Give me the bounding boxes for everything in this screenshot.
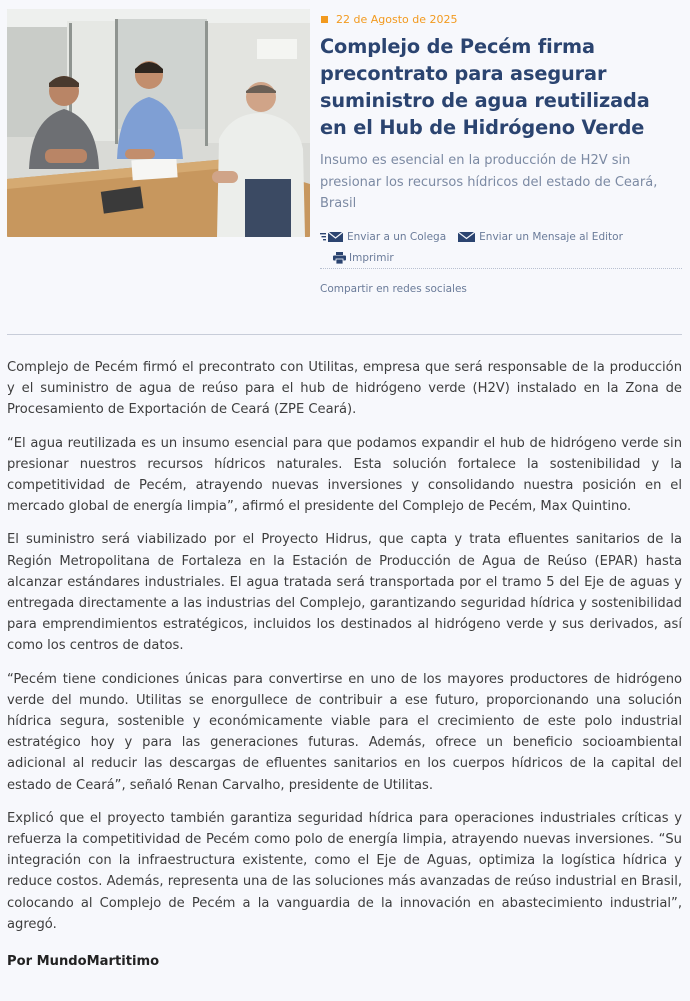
send-editor-link[interactable] (458, 231, 623, 243)
body-paragraph: Explicó que el proyecto también garantiza seguridad hídrica para operaciones industriales críticas y refuerza la competitividad de Pecém como polo de energía limpia, atrayendo nuevas inversiones. “Su integración con la infraestructura existente, como el Eje de Aguas, optimiza la logística hídrica y reduce costos. Además, representa una de las soluciones más avanzadas de reúso industrial en Brasil, colocando al Complejo de Pecém a la vanguardia de la innovación en abastecimiento industrial”, agregó. (7, 810, 682, 932)
share-social-link[interactable]: Compartir en redes sociales (320, 283, 467, 295)
body-paragraph: Complejo de Pecém firmó el precontrato con Utilitas, empresa que será responsable de la producción y el suministro de agua de reúso para el hub de hidrógeno verde (H2V) instalado en la Zona de Procesamiento de Exportación de Ceará (ZPE Ceará). (7, 360, 682, 418)
article-byline: Por MundoMartitimo (7, 954, 160, 970)
send-colleague-link[interactable] (320, 231, 446, 243)
send-colleague-label: Enviar a un Colega (347, 231, 447, 243)
action-row-2 (320, 250, 682, 266)
print-label: Imprimir (349, 252, 394, 264)
header-divider (7, 334, 682, 335)
body-paragraph: “Pecém tiene condiciones únicas para convertirse en uno de los mayores productores de hidrógeno verde del mundo. Utilitas se enorgullece de contribuir a ese futuro, proporcionando una solución hídrica segura, sostenible y económicamente viable para el crecimiento de este polo industrial estratégico hoy y para las generaciones futuras. Además, ofrece un beneficio socioambiental adicional al reducir las descargas de efluentes sanitarios en los cuerpos hídricos de la capital del estado de Ceará”, señaló Renan Carvalho, presidente de Utilitas. (7, 671, 682, 793)
envelope-icon (458, 231, 476, 243)
article-date: 22 de Agosto de 2025 (336, 12, 458, 26)
article-header (320, 11, 682, 215)
article-actions (320, 229, 682, 266)
send-editor-label: Enviar un Mensaje al Editor (479, 231, 623, 243)
article-body (7, 357, 682, 972)
body-paragraph: “El agua reutilizada es un insumo esencial para que podamos expandir el hub de hidrógeno verde sin presionar nuestros recursos hídricos naturales. Esta solución fortalece la sostenibilidad y la competitividad de Pecém, atrayendo nuevas inversiones y consolidando nuestra posición en el mercado global de energía limpia”, afirmó el presidente del Complejo de Pecém, Max Quintino. (7, 435, 682, 515)
photo-illustration (7, 9, 310, 237)
actions-divider (320, 268, 682, 269)
date-marker-icon (321, 16, 328, 23)
print-link[interactable] (333, 252, 394, 264)
article-title: Complejo de Pecém firma precontrato para asegurar suministro de agua reutilizada en el Hub de Hidrógeno Verde (320, 35, 650, 139)
body-paragraph: El suministro será viabilizado por el Proyecto Hidrus, que capta y trata efluentes sanitarios de la Región Metropolitana de Fortaleza en la Estación de Producción de Agua de Reúso (EPAR) hasta alcanzar estándares industriales. El agua tratada será transportada por el tramo 5 del Eje de aguas y entregada directamente a las industrias del Complejo, garantizando seguridad hídrica y sostenibilidad para emprendimientos estratégicos, incluidos los destinados al hidrógeno verde y sus derivados, así como los centros de datos. (7, 532, 682, 654)
send-colleague-icon (320, 231, 344, 243)
action-row-1 (320, 229, 682, 245)
article-photo (7, 9, 310, 237)
printer-icon (333, 252, 346, 264)
date-row (320, 11, 682, 27)
article-subtitle: Insumo es esencial en la producción de H2V sin presionar los recursos hídricos del estado de Ceará, Brasil (320, 153, 658, 211)
